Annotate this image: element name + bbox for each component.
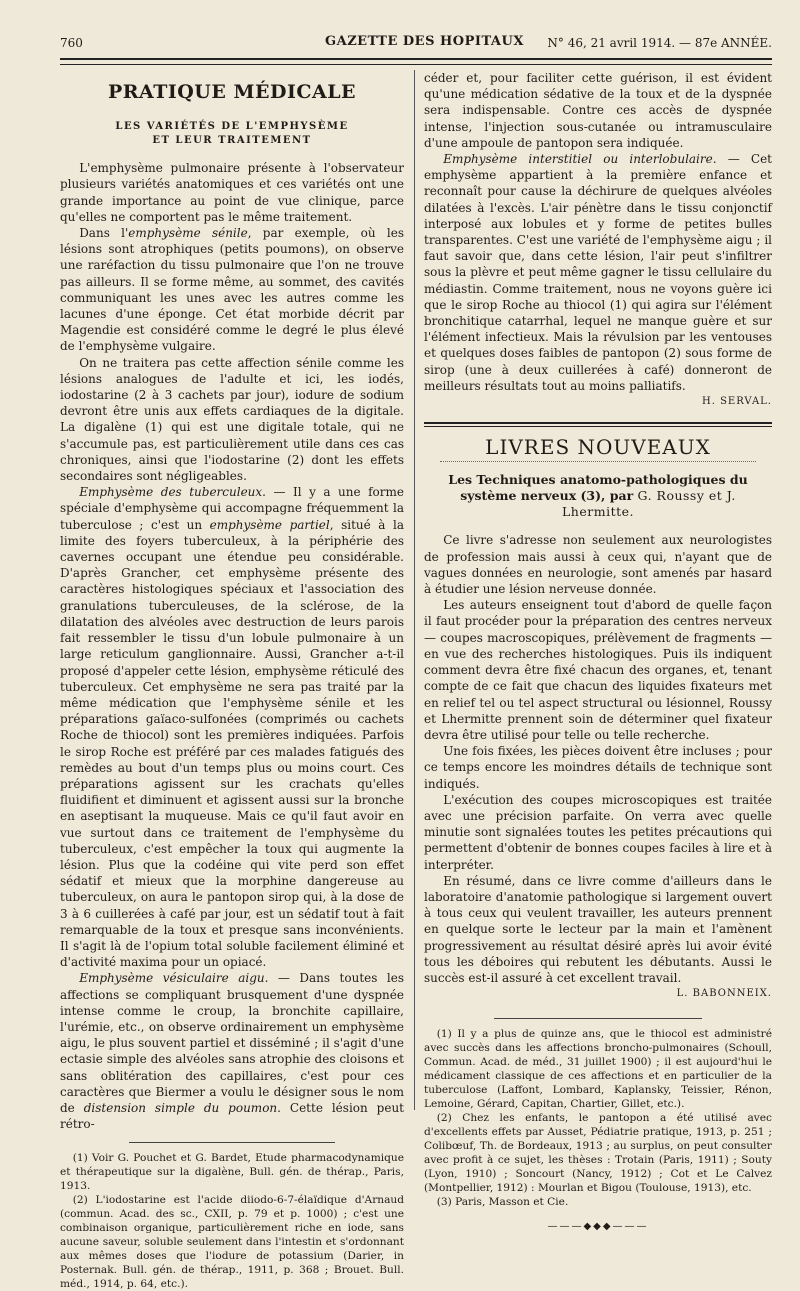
section-title-livres: LIVRES NOUVEAUX — [485, 435, 711, 460]
header-rule — [60, 58, 772, 60]
signature: L. BABONNEIX. — [676, 988, 772, 1000]
paragraph: Emphysème des tuberculeux. — Il y a une forme spéciale d'emphysème qui accompagne fréquemment la tuberculose ; c'est un emphysème partiel, situé à la limite des foyers tuberculeux, à la périphérie des cavernes occupant une étendue peu considérable. D'après Grancher, cet emphysème présente des caractères histologiques spéciaux et l'association des granulations tuberculeuses, de la sclérose, de la dilatation des alvéoles avec destruction de leurs parois fait ressembler le tissu d'un lobule pulmonaire à un large reticulum ganglionnaire. Aussi, Grancher a-t-il proposé d'appeler cette lésion, emphysème réticulé des tuberculeux. Cet emphysème ne sera pas traité par la même médication que l'emphysème sénile et les préparations gaïaco-sulfonées (comprimés ou cachets Roche de thiocol) sont les premières indiquées. Parfois le sirop Roche est préféré par ces malades fatigués des remèdes au bout d'un temps plus ou moins court. Ces préparations agissent sur les crachats qu'elles fluidifient et diminuent et agissent aussi sur la bronche en aseptisant la muqueuse. Mais ce qu'il faut avoir en vue surtout dans ce traitement de l'emphysème du tuberculeux, c'est empêcher la toux qui augmente la lésion. Plus que la codéine qui vite perd son effet sédatif et mieux que la morphine dangereuse au tuberculeux, on aura le pantopon sirop qui, à la dose de 3 à 6 cuillerées à café par jour, est un sédatif tout à fait remarquable de la toux et presque sans inconvénients. Il s'agit là de l'opium total soluble facilement éliminé et d'activité maxima pour un opiacé. — [60, 485, 404, 970]
footnote: (1) Voir G. Pouchet et G. Bardet, Etude pharmacodynamique et thérapeutique sur la digalène, Bull. gén. de thérap., Paris, 1913. — [60, 1152, 404, 1193]
paragraph: Emphysème vésiculaire aigu. — Dans toutes les affections se compliquant brusquement d'une dyspnée intense comme le croup, la bronchite capillaire, l'urémie, etc., on observe ordinairement un emphysème aigu, le plus souvent partiel et disséminé ; il s'agit d'une ectasie simple des alvéoles sans atrophie des cloisons et sans oblitération des capillaires, c'est pour ces caractères que Biermer a voulu le désigner sous le nom de distension simple du poumon. Cette lésion peut rétro- — [60, 971, 404, 1132]
right-column — [424, 70, 772, 1236]
paragraph: L'exécution des coupes microscopiques est traitée avec une précision parfaite. On verra avec quelle minutie sont signalées toutes les petites précautions qui permettent d'obtenir de bonnes coupes faciles à lire et à interpréter. — [424, 792, 772, 872]
dotted-rule — [440, 461, 756, 462]
ornament: ———◆◆◆——— — [547, 1221, 649, 1233]
footnotes-right — [424, 1027, 772, 1209]
section-rule-thin — [424, 426, 772, 427]
paragraph: Ce livre s'adresse non seulement aux neurologistes de profession mais aussi à ceux qui, n'ayant que de vagues données en neurologie, sont amenés par hasard à étudier une lésion nerveuse donnée. — [424, 533, 772, 597]
issue-info: N° 46, 21 avril 1914. — 87e ANNÉE. — [547, 36, 772, 50]
footnote: (2) Chez les enfants, le pantopon a été utilisé avec d'excellents effets par Ausset, Pédiatrie pratique, 1913, p. 251 ; Colibœuf, Th. de Bordeaux, 1913 ; au surplus, on peut consulter avec profit à ce sujet, les thèses : Trotain (Paris, 1911) ; Souty (Lyon, 1910) ; Soncourt (Nancy, 1912) ; Cot et Le Calvez (Montpellier, 1912) : Mourlan et Bigou (Toulouse, 1913), etc. — [424, 1112, 772, 1195]
paragraph: Dans l'emphysème sénile, par exemple, où les lésions sont atrophiques (petits poumons), on observe une raréfaction du tissu pulmonaire que l'on ne trouve pas ailleurs. Il se forme même, au sommet, des cavités communiquant les unes avec les autres comme les lacunes d'une éponge. Cet état morbide décrit par Magendie est considéré comme le degré le plus élevé de l'emphysème vulgaire. — [60, 226, 405, 354]
subtitle-line-1: LES VARIÉTÉS DE L'EMPHYSÈME — [115, 121, 349, 133]
journal-title: GAZETTE DES HOPITAUX — [325, 34, 524, 49]
paragraph: En résumé, dans ce livre comme d'ailleurs dans le laboratoire d'anatomie pathologique si largement ouvert à tous ceux qui veulent travailler, les auteurs prennent en quelque sorte le lecteur par la main et l'amènent progressivement au résultat désiré après lui avoir évité tous les déboires qui rebutent les débutants. Aussi le succès est-il assuré à cet excellent travail. L. BABONNEIX. — [424, 873, 772, 986]
paragraph: L'emphysème pulmonaire présente à l'observateur plusieurs variétés anatomiques et ces variétés ont une grande importance au point de vue clinique, parce qu'elles ne comportent pas le même traitement. — [60, 161, 404, 224]
paragraph: Une fois fixées, les pièces doivent être incluses ; pour ce temps encore les moindres détails de technique sont indiqués. — [424, 744, 772, 791]
column-divider — [414, 70, 415, 1110]
paragraph: On ne traitera pas cette affection sénile comme les lésions analogues de l'adulte et ici, les iodés, iodostarine (2 à 3 cachets par jour), iodure de sodium devront être unis aux effets cardiaques de la digitale. La digalène (1) qui est une digitale totale, qui ne s'accumule pas, est particulièrement utile dans ces cas chroniques, ainsi que l'iodostarine (2) dont les effets secondaires sont négligeables. — [60, 355, 404, 484]
signature: H. SERVAL. — [702, 396, 772, 408]
book-title: Les Techniques anatomo-pathologiques du système nerveux (3), par G. Roussy et J. Lhermitte. — [448, 472, 748, 520]
footnotes-left — [60, 1151, 404, 1291]
section-rule — [424, 422, 772, 424]
footnote: (2) L'iodostarine est l'acide diiodo-6-7-élaïdique d'Arnaud (commun. Acad. des sc., CXII, p. 79 et p. 1000) ; c'est une combinaison organique, particulièrement riche en iode, sans aucune saveur, soluble seulement dans l'intestin et s'ordonnant aux mêmes doses que l'iodure de potassium (Darier, in Posternak. Bull. gén. de thérap., 1911, p. 368 ; Brouet. Bull. méd., 1914, p. 64, etc.). — [60, 1194, 404, 1291]
page-header — [60, 30, 772, 56]
left-column — [60, 70, 404, 1291]
paragraph: Emphysème interstitiel ou interlobulaire. — Cet emphysème appartient à la première enfance et reconnaît pour cause la déchirure de quelques alvéoles dilatées à l'excès. L'air pénètre dans le tissu conjonctif interposé aux lobules et y forme de petites bulles transparentes. C'est une variété de l'emphysème aigu ; il faut savoir que, dans cette lésion, l'air peut s'infiltrer sous la plèvre et peut même gagner le tissu cellulaire du médiastin. Comme traitement, nous ne voyons guère ici que le sirop Roche au thiocol (1) qui agira sur l'élément bronchitique catarrhal, lequel ne manque guère et sur l'élément infectieux. Mais la révulsion par les ventouses et quelques doses faibles de pantopon (2) sous forme de sirop (une à deux cuillerées à café) donneront de meilleurs résultats tout au moins palliatifs. H. SERVAL. — [424, 151, 772, 394]
footnote: (1) Il y a plus de quinze ans, que le thiocol est administré avec succès dans les affections broncho-pulmonaires (Schoull, Commun. Acad. de méd., 31 juillet 1900) ; il est aujourd'hui le médicament classique de ces affections et en particulier de la tuberculose (Laffont, Lombard, Kaplansky, Teissier, Rénon, Lemoine, Gérard, Capitan, Chartier, Gillet, etc.). — [424, 1028, 772, 1111]
page-number: 760 — [60, 36, 83, 50]
paragraph: Les auteurs enseignent tout d'abord de quelle façon il faut procéder pour la préparation des centres nerveux — coupes macroscopiques, prélèvement de fragments — en vue des recherches histologiques. Puis ils indiquent comment devra être fixé chacun des organes, et, tenant compte de ce fait que chacun des liquides fixateurs met en relief tel ou tel aspect structural ou lésionnel, Roussy et Lhermitte prennent soin de déterminer quel fixateur devra être utilisé pour telle ou telle recherche. — [424, 598, 772, 742]
article-subtitle — [60, 120, 404, 148]
subtitle-line-2: ET LEUR TRAITEMENT — [152, 135, 312, 147]
section-title-pratique: PRATIQUE MÉDICALE — [107, 81, 357, 103]
footnote: (3) Paris, Masson et Cie. — [436, 1196, 569, 1209]
footnote-rule — [129, 1142, 335, 1143]
paragraph: céder et, pour faciliter cette guérison, il est évident qu'une médication sédative de la toux et de la dyspnée sera indispensable. Contre ces accès de dyspnée intense, l'injection sous-cutanée ou intramusculaire d'une ampoule de pantopon sera indiquée. — [424, 71, 772, 150]
header-rule-thin — [60, 64, 772, 65]
footnote-rule — [494, 1018, 703, 1019]
